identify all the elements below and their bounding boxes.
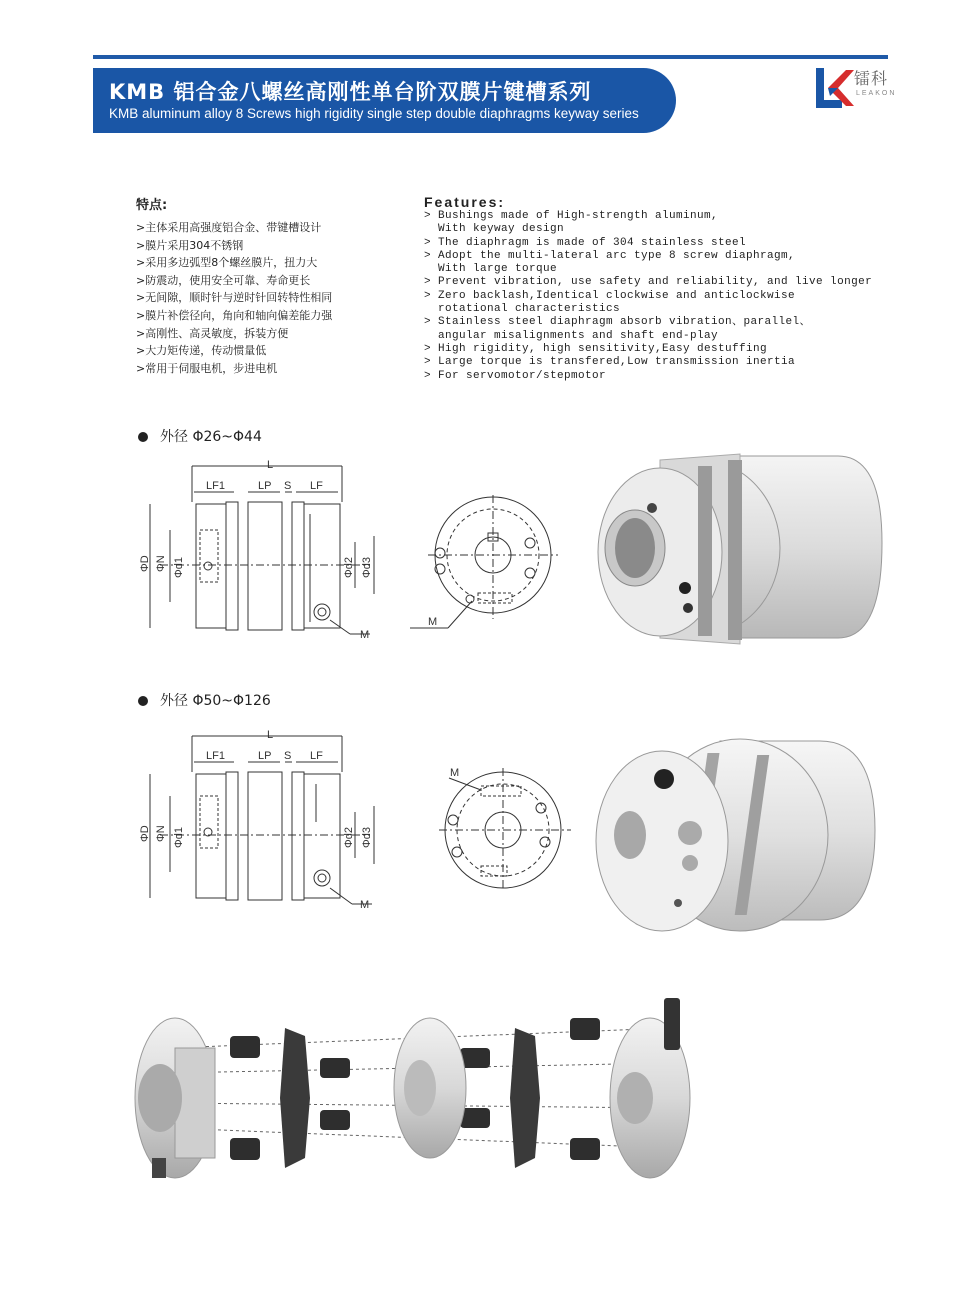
dim-S: S <box>284 480 292 492</box>
coupling-photo-2 <box>590 735 890 940</box>
feature-cn-item: >采用多边弧型8个螺丝膜片，扭力大 <box>136 256 318 270</box>
dim-N-2: ΦN <box>155 825 167 842</box>
dim-d3: Φd3 <box>361 556 373 578</box>
side-view-drawing-1 <box>130 452 390 642</box>
end-view-drawing-1 <box>408 495 568 635</box>
brand-logo <box>812 66 897 114</box>
end-view-M-2: M <box>450 767 460 779</box>
feature-en-line: angular misalignments and shaft end-play <box>424 329 719 342</box>
features-en <box>424 194 872 383</box>
section2-heading <box>138 690 271 710</box>
feature-en-line: > Bushings made of High-strength aluminum, <box>424 210 719 222</box>
dim-d2-2: Φd2 <box>343 826 355 848</box>
dim-d1: Φd1 <box>173 556 185 578</box>
features-cn-heading: 特点: <box>136 198 168 213</box>
feature-en-line: > For servomotor/stepmotor <box>424 369 607 382</box>
feature-en-line: > Large torque is transfered,Low transmission inertia <box>424 356 796 369</box>
dim-d3-2: Φd3 <box>361 826 373 848</box>
feature-en-line: rotational characteristics <box>424 303 621 316</box>
dim-LF-2: LF <box>310 750 323 762</box>
feature-cn-item: >防震动，使用安全可靠、寿命更长 <box>136 273 311 287</box>
dim-LF1-2: LF1 <box>206 750 225 762</box>
dim-M-2: M <box>360 899 370 911</box>
section1-heading <box>138 426 262 446</box>
dim-N: ΦN <box>155 555 167 572</box>
logo-en: LEAKON <box>856 90 897 97</box>
bullet-icon <box>138 696 148 706</box>
logo-mark-icon <box>812 66 856 112</box>
bullet-icon <box>138 432 148 442</box>
feature-cn-item: >高刚性、高灵敏度，拆装方便 <box>136 326 289 340</box>
title-banner <box>93 68 676 133</box>
feature-en-line: > Prevent vibration, use safety and reliability, and live longer <box>424 276 873 289</box>
side-view-drawing-2 <box>130 722 390 912</box>
dim-LP-2: LP <box>258 750 272 762</box>
dim-LP: LP <box>258 480 272 492</box>
feature-en-line: With large torque <box>424 263 558 276</box>
feature-cn-item: >膜片采用304不锈钢 <box>136 238 244 252</box>
title-en: KMB aluminum alloy 8 Screws high rigidity single step double diaphragms keyway series <box>109 106 639 121</box>
end-view-M: M <box>428 616 438 628</box>
dim-L: L <box>267 459 274 471</box>
dim-L-2: L <box>267 729 274 741</box>
section1-label: 外径 Φ26~Φ44 <box>160 429 262 445</box>
dim-LF1: LF1 <box>206 480 225 492</box>
coupling-photo-1 <box>590 448 890 653</box>
header-rule <box>93 55 888 59</box>
feature-en-line: With keyway design <box>424 223 565 236</box>
dim-d1-2: Φd1 <box>173 826 185 848</box>
feature-cn-item: >主体采用高强度铝合金、带键槽设计 <box>136 221 322 234</box>
dim-M: M <box>360 629 370 641</box>
dim-D-2: ΦD <box>139 825 151 842</box>
feature-en-line: > Stainless steel diaphragm absorb vibration、parallel、 <box>424 316 811 329</box>
section2-label: 外径 Φ50~Φ126 <box>160 693 271 709</box>
dim-S-2: S <box>284 750 292 762</box>
dim-d2: Φd2 <box>343 556 355 578</box>
feature-cn-item: >无间隙，顺时针与逆时针回转特性相同 <box>136 291 333 305</box>
feature-cn-item: >膜片补偿径向，角向和轴向偏差能力强 <box>136 308 333 322</box>
features-en-heading: Features: <box>424 194 506 210</box>
feature-en-line: > Zero backlash,Identical clockwise and anticlockwise <box>424 289 796 302</box>
dim-D: ΦD <box>139 555 151 572</box>
feature-en-line: > Adopt the multi-lateral arc type 8 screw diaphragm, <box>424 249 796 262</box>
features-cn <box>136 194 332 377</box>
end-view-drawing-2 <box>425 760 575 890</box>
feature-en-line: > High rigidity, high sensitivity,Easy destuffing <box>424 342 768 355</box>
logo-cn: 镭科 <box>854 69 889 88</box>
dim-LF: LF <box>310 480 323 492</box>
title-cn: KMB 铝合金八螺丝高刚性单台阶双膜片键槽系列 <box>109 80 592 104</box>
exploded-assembly-view <box>130 988 710 1193</box>
feature-en-line: > The diaphragm is made of 304 stainless steel <box>424 236 747 249</box>
feature-cn-item: >常用于伺服电机，步进电机 <box>136 361 278 375</box>
feature-cn-item: >大力矩传递，传动惯量低 <box>136 344 267 358</box>
